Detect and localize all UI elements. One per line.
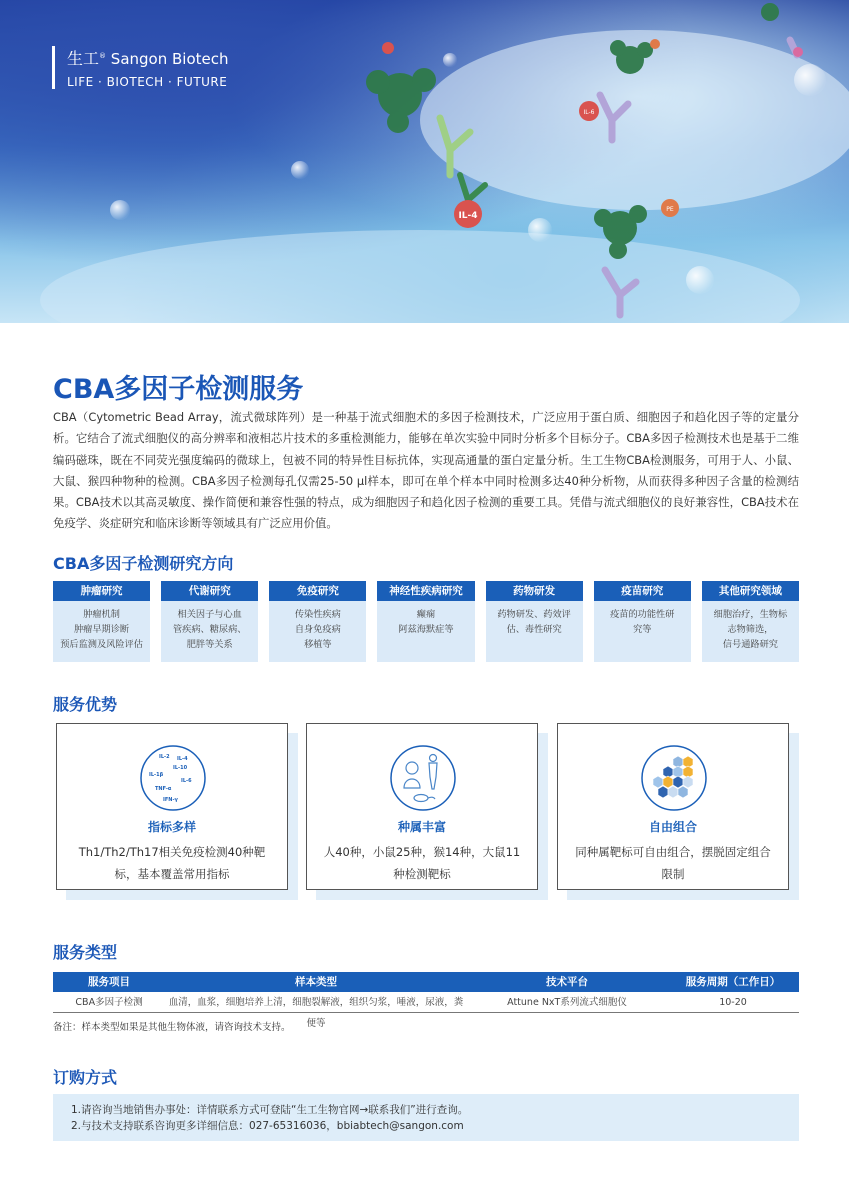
direction-title: 代谢研究 xyxy=(161,581,258,601)
hexagon-combination-icon xyxy=(640,744,708,812)
direction-line: 估、毒性研究 xyxy=(506,624,562,635)
table-note: 备注：样本类型如果是其他生物体液，请咨询技术支持。 xyxy=(53,1022,291,1033)
advantage-card xyxy=(557,723,789,890)
direction-line: 药物研发、药效评 xyxy=(497,609,571,620)
hero-label-il4: IL-4 xyxy=(458,211,478,221)
table-cell: Attune NxT系列流式细胞仪 xyxy=(507,997,627,1008)
service-types-heading: 服务类型 xyxy=(53,943,118,962)
icon-label: TNF-α xyxy=(155,786,172,792)
brand-slogan: LIFE · BIOTECH · FUTURE xyxy=(67,75,228,89)
brand-logo xyxy=(52,46,229,89)
icon-label: IL-4 xyxy=(177,756,188,762)
direction-line: 自身免疫病 xyxy=(294,624,341,635)
directions-heading: CBA多因子检测研究方向 xyxy=(53,554,234,573)
brand-name-en: Sangon Biotech xyxy=(110,50,229,68)
intro-paragraph: CBA（Cytometric Bead Array，流式微球阵列）是一种基于流式细胞术的多因子检测技术，广泛应用于蛋白质、细胞因子和趋化因子等的定量分析。它结合了流式细胞仪的高分辨率和液相芯片技术的多重检测能力，能够在单次实验中同时分析多个目标分子。CBA多因子检测技术也是基于二维编码磁珠，既在不同荧光强度编码的微球上，包被不同的特异性目标抗体，实现高通量的蛋白定量分析。生工生物CBA检测服务，可用于人、小鼠、大鼠、猴四种物种的检测。CBA多因子检测每孔仅需25-50 µl样本，即可在单个样本中同时检测多达40种分析物，从而获得多种因子含量的检测结果。CBA技术以其高灵敏度、操作简便和兼容性强的特点，成为细胞因子和趋化因子检测的重要工具。凭借与流式细胞仪的良好兼容性，CBA技术在免疫学、炎症研究和临床诊断等领域具有广泛应用价值。 xyxy=(53,410,799,531)
page-title: CBA多因子检测服务 xyxy=(53,374,304,405)
direction-body xyxy=(486,601,583,643)
advantage-desc: 同种属靶标可自由组合，摆脱固定组合限制 xyxy=(575,845,771,881)
direction-line: 志物筛选， xyxy=(727,624,774,635)
icon-label: IL-6 xyxy=(181,778,192,784)
advantage-card xyxy=(56,723,288,890)
icon-label: IL-1β xyxy=(149,772,164,778)
table-cell: 10-20 xyxy=(719,997,747,1008)
direction-card xyxy=(269,581,366,662)
direction-title: 神经性疾病研究 xyxy=(377,581,474,601)
hero-banner xyxy=(0,0,849,323)
direction-body xyxy=(53,601,150,658)
order-heading: 订购方式 xyxy=(53,1068,118,1087)
advantages-list xyxy=(53,723,799,900)
brand-name-cn: 生工 xyxy=(67,49,100,68)
direction-line: 肿瘤早期诊断 xyxy=(74,624,130,635)
direction-line: 传染性疾病 xyxy=(294,609,341,620)
advantage-card-body xyxy=(557,723,789,890)
direction-line: 疫苗的功能性研 xyxy=(610,609,675,620)
species-icon xyxy=(389,744,457,812)
advantage-desc: Th1/Th2/Th17相关免疫检测40种靶标，基本覆盖常用指标 xyxy=(78,845,266,881)
direction-card xyxy=(53,581,150,662)
directions-grid xyxy=(53,581,799,662)
direction-title: 免疫研究 xyxy=(269,581,366,601)
direction-card xyxy=(702,581,799,662)
order-line: 2.与技术支持联系咨询更多详细信息：027-65316036，bbiabtech@sangon.com xyxy=(71,1120,464,1132)
table-cell: CBA多因子检测 xyxy=(75,997,143,1008)
icon-label: IL-10 xyxy=(173,765,188,771)
direction-title: 药物研发 xyxy=(486,581,583,601)
direction-body xyxy=(702,601,799,658)
advantage-desc: 人40种，小鼠25种，猴14种，大鼠11种检测靶标 xyxy=(323,845,521,881)
direction-line: 肥胖等关系 xyxy=(186,639,233,650)
column-header: 技术平台 xyxy=(546,976,588,988)
order-panel xyxy=(53,1094,799,1141)
direction-line: 移植等 xyxy=(304,639,332,650)
direction-line: 信号通路研究 xyxy=(722,639,778,650)
direction-line: 阿兹海默症等 xyxy=(398,624,454,635)
direction-line: 癫痫 xyxy=(416,609,436,620)
direction-line: 究等 xyxy=(633,624,652,635)
direction-card xyxy=(161,581,258,662)
table-cell: 血清，血浆，细胞培养上清，细胞裂解液，组织匀浆，唾液，尿液，粪便等 xyxy=(168,997,464,1029)
direction-body xyxy=(377,601,474,643)
column-header: 服务周期（工作日） xyxy=(685,976,781,988)
advantage-title: 种属丰富 xyxy=(397,820,446,834)
advantage-card xyxy=(306,723,538,890)
table-header xyxy=(53,972,799,992)
direction-card xyxy=(594,581,691,662)
registered-mark: ® xyxy=(99,52,107,60)
icon-label: IFN-γ xyxy=(163,797,178,803)
advantage-card-body xyxy=(56,723,288,890)
direction-card xyxy=(486,581,583,662)
direction-card xyxy=(377,581,474,662)
direction-line: 预后监测及风险评估 xyxy=(60,639,143,650)
direction-line: 管疾病、糖尿病、 xyxy=(172,624,247,635)
advantage-title: 自由组合 xyxy=(648,820,697,834)
direction-body xyxy=(269,601,366,658)
icon-label: IL-2 xyxy=(159,754,170,760)
direction-title: 疫苗研究 xyxy=(594,581,691,601)
hero-label-il6: IL-6 xyxy=(583,109,595,116)
direction-line: 肿瘤机制 xyxy=(83,609,120,620)
advantage-card-body xyxy=(306,723,538,890)
advantages-heading: 服务优势 xyxy=(53,695,118,714)
column-header: 服务项目 xyxy=(88,976,130,988)
direction-line: 相关因子与心血 xyxy=(177,609,242,620)
cytokine-bubble-icon xyxy=(139,744,207,812)
order-line: 1.请咨询当地销售办事处：详情联系方式可登陆“生工生物官网→联系我们”进行查询。 xyxy=(71,1104,469,1116)
brand-name xyxy=(67,46,229,69)
direction-body xyxy=(161,601,258,658)
direction-line: 细胞治疗，生物标 xyxy=(713,609,788,620)
direction-title: 肿瘤研究 xyxy=(53,581,150,601)
hero-label-pe: PE xyxy=(666,206,674,213)
column-header: 样本类型 xyxy=(295,976,337,988)
advantage-title: 指标多样 xyxy=(147,820,196,834)
direction-title: 其他研究领域 xyxy=(702,581,799,601)
direction-body xyxy=(594,601,691,643)
